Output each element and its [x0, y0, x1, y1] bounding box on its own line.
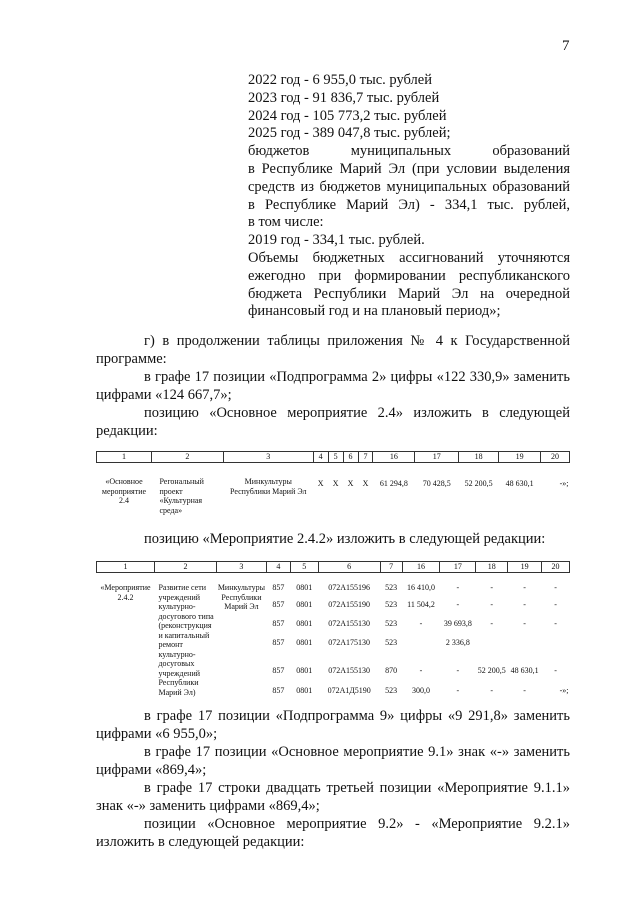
budget-line: в Республике Марий Эл) - 334,1 тыс. рублей, [248, 196, 570, 213]
header-cell: 19 [499, 452, 541, 463]
cell: 857 [272, 618, 285, 628]
cell: 0801 [296, 618, 313, 628]
cell: 857 [272, 666, 285, 676]
cell: 2 336,8 [445, 638, 470, 647]
cell: 072A155196 [328, 583, 371, 592]
budget-line: 2024 год - 105 773,2 тыс. рублей [248, 107, 447, 124]
header-cell: 7 [380, 562, 402, 573]
header-cell: 17 [440, 562, 476, 573]
cell: - [523, 685, 526, 695]
cell: Минкультуры Республики Марий Эл [229, 477, 307, 496]
cell [402, 630, 440, 649]
cell: Регональный проект «Культурная среда» [159, 477, 204, 515]
table-row [97, 573, 570, 594]
table-activity-2-4-2 [96, 561, 570, 697]
cell: - [456, 600, 460, 609]
cell: 0801 [296, 666, 313, 676]
cell: - [523, 600, 526, 609]
cell: 0801 [296, 583, 313, 592]
budget-line: в Республике Марий Эл (при условии выделения [248, 160, 570, 177]
cell: 857 [272, 638, 285, 647]
budget-line: бюджетов муниципальных образований [248, 143, 570, 160]
paragraph-table2-intro [96, 530, 570, 548]
cell: 11 504,2 [407, 600, 435, 609]
cell: - [554, 600, 557, 609]
cell: 70 428,5 [422, 479, 451, 488]
paragraph-g [96, 332, 570, 440]
budget-line: 2019 год - 334,1 тыс. рублей. [248, 232, 425, 249]
header-cell: 1 [97, 452, 152, 463]
paragraph-text: позицию «Основное мероприятие 2.4» изложить в следующей редакции: [96, 405, 570, 439]
table-header-row [97, 562, 570, 573]
cell: 52 200,5 [464, 479, 493, 488]
cell: 072A1Д5190 [327, 685, 371, 695]
paragraph-text: в графе 17 позиции «Подпрограмма 9» цифры «9 291,8» заменить цифрами «6 955,0»; [96, 708, 570, 742]
cell [508, 630, 542, 649]
cell: X [332, 479, 339, 488]
budget-line: ежегодно при формировании республиканского [248, 267, 570, 284]
paragraph-text: позиции «Основное мероприятие 9.2» - «Мероприятие 9.2.1» изложить в следующей редакции: [96, 816, 570, 850]
cell: X [362, 479, 369, 488]
cell: 857 [272, 600, 285, 609]
header-cell: 20 [541, 452, 570, 463]
cell: - [523, 583, 526, 592]
header-cell: 1 [97, 562, 155, 573]
paragraph-text: позицию «Мероприятие 2.4.2» изложить в следующей редакции: [144, 531, 546, 547]
header-cell: 18 [459, 452, 499, 463]
cell: - [554, 583, 557, 592]
budget-line: в том числе: [248, 214, 324, 231]
cell: 0801 [296, 600, 313, 609]
header-cell: 17 [415, 452, 459, 463]
cell [476, 630, 508, 649]
paragraph-text: в графе 17 позиции «Подпрограмма 2» цифры «122 330,9» заменить цифрами «124 667,7»; [96, 369, 570, 403]
cell: - [419, 618, 423, 628]
cell: - [490, 685, 494, 695]
cell: -»; [559, 479, 569, 488]
header-cell: 2 [154, 562, 216, 573]
budget-line: средств из бюджетов муниципальных образований [248, 178, 570, 195]
cell: 48 630,1 [505, 479, 534, 488]
cell: 52 200,5 [477, 666, 506, 676]
cell: X [317, 479, 324, 488]
header-cell: 4 [266, 562, 290, 573]
cell: 523 [385, 638, 398, 647]
cell: - [554, 666, 557, 676]
cell: - [523, 618, 526, 628]
header-cell: 20 [542, 562, 570, 573]
cell: - [456, 583, 460, 592]
header-cell: 19 [508, 562, 542, 573]
cell: 523 [385, 583, 398, 592]
budget-line: финансовый год и на плановый период»; [248, 303, 501, 320]
cell: 072A155130 [328, 666, 371, 676]
cell [542, 630, 570, 649]
cell: Минкультуры Республики Марий Эл [217, 583, 266, 611]
cell: 0801 [296, 685, 313, 695]
cell: 61 294,8 [379, 479, 408, 488]
cell: 523 [385, 685, 398, 695]
cell: «Основное мероприятие 2.4 [101, 477, 147, 505]
cell: Развитие сети учреждений культурно-досугового типа (реконструкция и капитальный ремонт культурно-досуговых учреждений Республики Марий Эл) [158, 583, 214, 697]
header-cell: 6 [343, 452, 358, 463]
header-cell: 3 [216, 562, 266, 573]
cell: - [456, 666, 460, 676]
cell: 870 [385, 666, 398, 676]
paragraph-text: г) в продолжении таблицы приложения № 4 к Государственной программе: [96, 333, 570, 367]
header-cell: 3 [223, 452, 313, 463]
paragraph-text: в графе 17 позиции «Основное мероприятие 9.1» знак «-» заменить цифрами «869,4»; [96, 744, 570, 778]
budget-line: 2022 год - 6 955,0 тыс. рублей [248, 72, 432, 88]
cell: 39 693,8 [443, 618, 472, 628]
header-cell: 2 [151, 452, 223, 463]
paragraph-text: в графе 17 строки двадцать третьей позиции «Мероприятие 9.1.1» знак «-» заменить цифрами «869,4»; [96, 780, 570, 814]
cell: 48 630,1 [510, 666, 539, 676]
cell: 072A155190 [328, 600, 371, 609]
cell: 300,0 [411, 685, 430, 695]
header-cell: 7 [358, 452, 373, 463]
cell: 857 [272, 583, 285, 592]
cell: 16 410,0 [406, 583, 435, 592]
cell: - [456, 685, 460, 695]
budget-block [248, 72, 570, 321]
header-cell: 18 [476, 562, 508, 573]
table-main-activity-2-4 [96, 451, 570, 515]
cell: 523 [385, 618, 398, 628]
cell: - [490, 583, 494, 592]
table-header-row [97, 452, 570, 463]
cell: 857 [272, 685, 285, 695]
cell: - [490, 600, 494, 609]
cell: - [490, 618, 494, 628]
header-cell: 16 [402, 562, 440, 573]
header-cell: 5 [290, 562, 318, 573]
paragraph-final [96, 707, 570, 851]
cell: - [419, 666, 423, 676]
cell: 0801 [296, 638, 313, 647]
header-cell: 4 [313, 452, 328, 463]
cell: - [554, 618, 557, 628]
table-row [97, 463, 570, 516]
page-number: 7 [562, 38, 570, 54]
budget-line: 2023 год - 91 836,7 тыс. рублей [248, 89, 440, 106]
cell: -»; [559, 685, 569, 695]
budget-line: Объемы бюджетных ассигнований уточняются [248, 249, 570, 266]
header-cell: 5 [328, 452, 343, 463]
cell: 072A175130 [328, 638, 371, 647]
budget-line: бюджета Республики Марий Эл на очередной [248, 285, 570, 302]
cell: 072A155130 [328, 618, 371, 628]
cell: X [347, 479, 354, 488]
cell: «Мероприятие 2.4.2 [100, 583, 151, 602]
budget-line: 2025 год - 389 047,8 тыс. рублей; [248, 125, 451, 142]
header-cell: 6 [318, 562, 380, 573]
cell: 523 [385, 600, 398, 609]
header-cell: 16 [373, 452, 415, 463]
